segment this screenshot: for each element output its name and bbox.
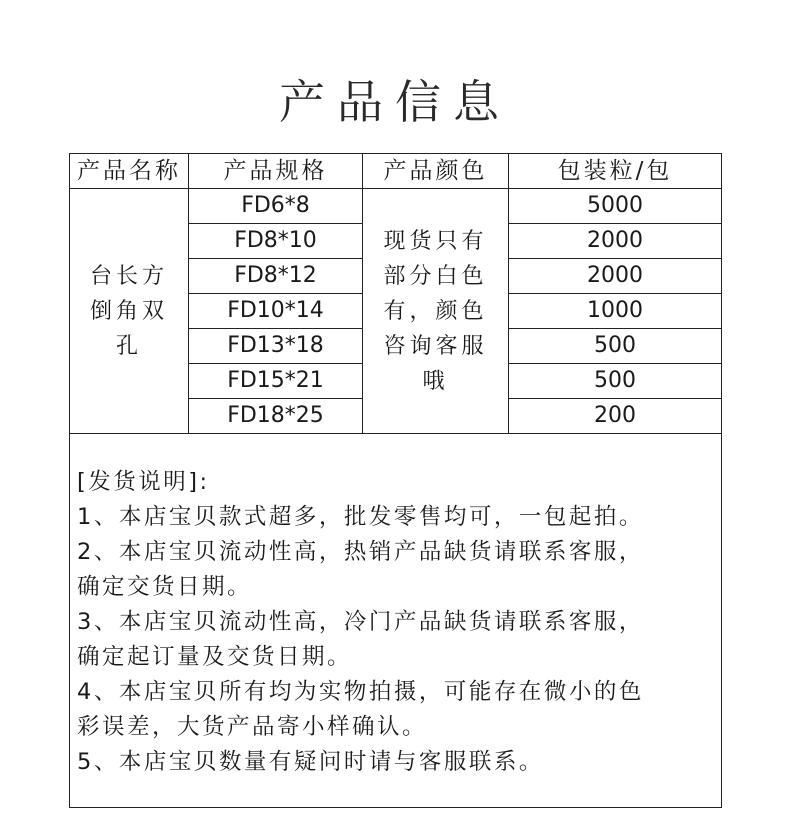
qty-cell: 2000 (509, 224, 722, 259)
spec-cell: FD6*8 (189, 189, 363, 224)
qty-cell: 2000 (509, 259, 722, 294)
product-name-line: 孔 (115, 333, 142, 359)
qty-cell: 500 (509, 364, 722, 399)
shipping-notes (69, 432, 722, 808)
note-line: 确定交货日期。 (77, 574, 253, 600)
note-line: 确定起订量及交货日期。 (77, 644, 353, 670)
spec-cell: FD15*21 (189, 364, 363, 399)
product-table (69, 153, 722, 434)
spec-cell: FD8*12 (189, 259, 363, 294)
color-note-line: 咨询客服 (383, 333, 488, 359)
spec-cell: FD18*25 (189, 399, 363, 434)
spec-cell: FD8*10 (189, 224, 363, 259)
note-line: 3、本店宝贝流动性高，冷门产品缺货请联系客服， (77, 609, 644, 635)
color-note-line: 现货只有 (383, 228, 488, 254)
header-pack-qty: 包装粒/包 (509, 154, 722, 189)
product-name-line: 倒角双 (89, 298, 168, 324)
note-line: 1、本店宝贝款式超多，批发零售均可，一包起拍。 (77, 504, 644, 530)
qty-cell: 5000 (509, 189, 722, 224)
color-note-line: 哦 (422, 368, 449, 394)
color-cell (363, 189, 509, 434)
header-spec: 产品规格 (189, 154, 363, 189)
note-line: 2、本店宝贝流动性高，热销产品缺货请联系客服， (77, 539, 644, 565)
note-line: 5、本店宝贝数量有疑问时请与客服联系。 (77, 749, 544, 775)
spec-cell: FD13*18 (189, 329, 363, 364)
note-line: 彩误差，大货产品寄小样确认。 (77, 714, 428, 740)
qty-cell: 1000 (509, 294, 722, 329)
notes-heading: [发货说明]: (77, 469, 210, 495)
color-note-line: 部分白色 (383, 263, 488, 289)
color-note-line: 有，颜色 (383, 298, 488, 324)
product-name-cell (70, 189, 189, 434)
table-header-row (70, 154, 722, 189)
page-title: 产品信息 (279, 75, 511, 129)
spec-cell: FD10*14 (189, 294, 363, 329)
header-product-name: 产品名称 (70, 154, 189, 189)
qty-cell: 500 (509, 329, 722, 364)
table-row (70, 189, 722, 224)
header-color: 产品颜色 (363, 154, 509, 189)
product-name-line: 台长方 (89, 263, 168, 289)
qty-cell: 200 (509, 399, 722, 434)
note-line: 4、本店宝贝所有均为实物拍摄，可能存在微小的色 (77, 679, 644, 705)
